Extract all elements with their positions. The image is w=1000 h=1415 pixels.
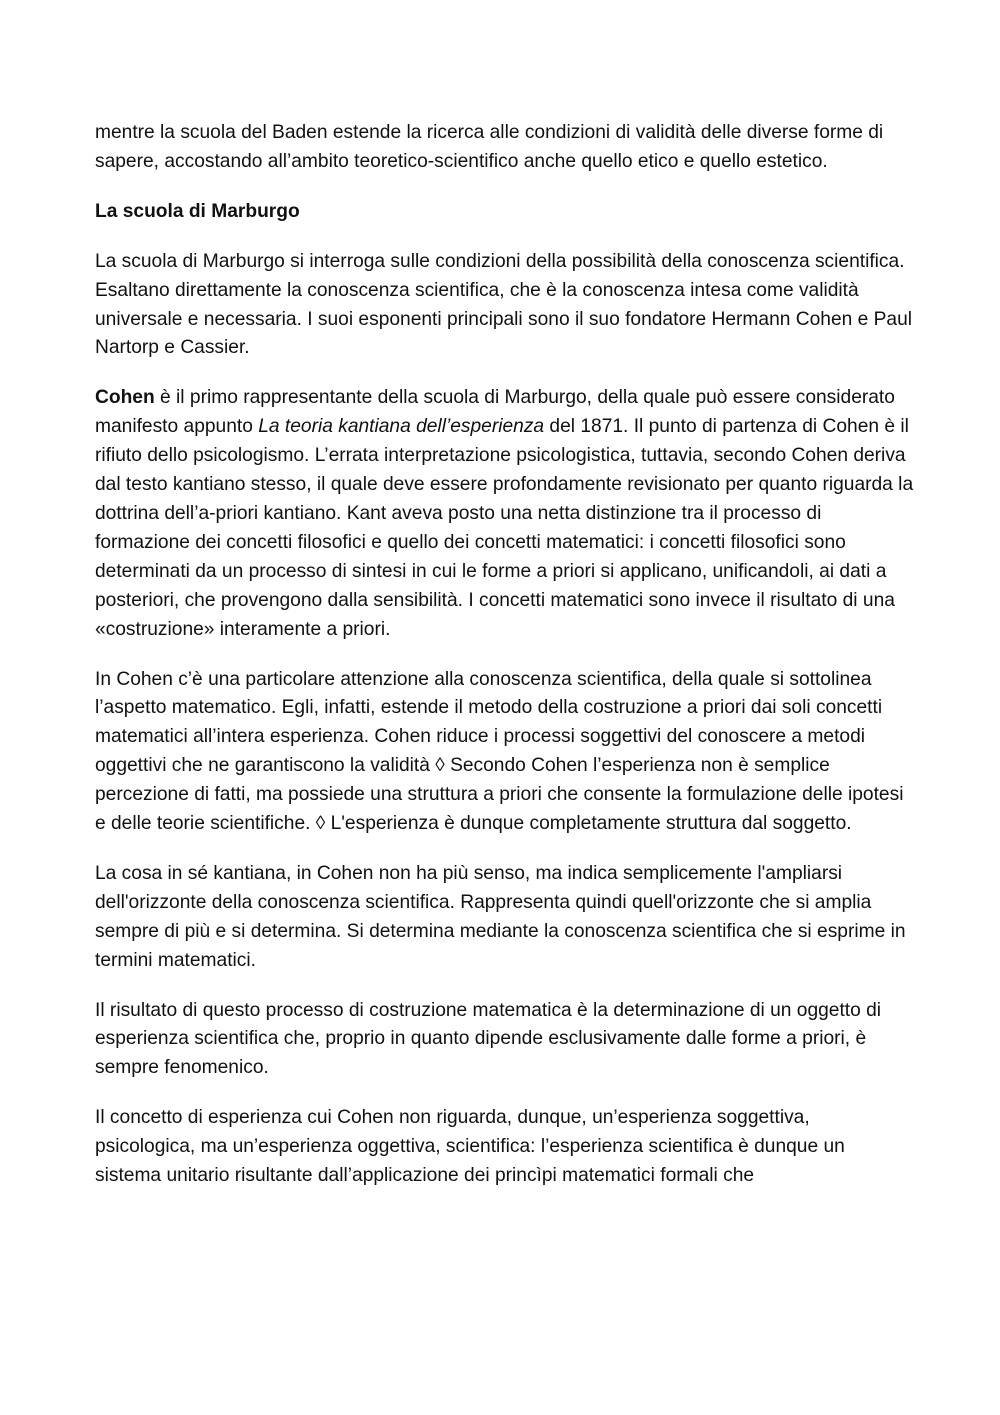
paragraph-marburgo-intro: La scuola di Marburgo si interroga sulle condizioni della possibilità della conoscenza scientifica. Esaltano direttamente la conoscenza scientifica, che è la conoscenza intesa come validità universale e necessaria. I suoi esponenti principali sono il suo fondatore Hermann Cohen e Paul Nartorp e Cassier. — [95, 250, 913, 359]
section-heading: La scuola di Marburgo — [95, 200, 300, 222]
paragraph-concetto-esperienza: Il concetto di esperienza cui Cohen non riguarda, dunque, un’esperienza soggettiva, psicologica, ma un’esperienza oggettiva, scientifica: l’esperienza scientifica è dunque un sistema unitario risultante dall’applicazione dei princìpi matematici formali che — [95, 1107, 845, 1187]
paragraph-cohen — [95, 384, 915, 644]
cohen-text-a: è il primo rappresentante della scuola di Marburgo, della quale può essere considerato manifesto appunto — [95, 387, 895, 438]
paragraph-risultato: Il risultato di questo processo di costruzione matematica è la determinazione di un oggetto di esperienza scientifica che, proprio in quanto dipende esclusivamente dalle forme a priori, è sempre fenomenico. — [95, 999, 882, 1079]
document-page — [95, 119, 915, 1212]
cohen-text-b: del 1871. Il punto di partenza di Cohen è il rifiuto dello psicologismo. L’errata interpretazione psicologistica, tuttavia, secondo Cohen deriva dal testo kantiano stesso, il quale deve essere profondamente revisionato per quanto riguarda la dottrina dell’a-priori kantiano. Kant aveva posto una netta distinzione tra il processo di formazione dei concetti filosofici e quello dei concetti matematici: i concetti filosofici sono determinati da un processo di sintesi in cui le forme a priori si applicano, unificandoli, ai dati a posteriori, che provengono dalla sensibilità. I concetti matematici sono invece il risultato di una «costruzione» interamente a priori. — [95, 416, 914, 640]
paragraph-cosa-in-se: La cosa in sé kantiana, in Cohen non ha più senso, ma indica semplicemente l'ampliarsi dell'orizzonte della conoscenza scientifica. Rappresenta quindi quell'orizzonte che si amplia sempre di più e si determina. Si determina mediante la conoscenza scientifica che si esprime in termini matematici. — [95, 862, 906, 971]
book-title: La teoria kantiana dell’esperienza — [258, 416, 545, 438]
cohen-bold-lead: Cohen — [95, 387, 155, 409]
paragraph-cohen-scientific: In Cohen c’è una particolare attenzione alla conoscenza scientifica, della quale si sottolinea l’aspetto matematico. Egli, infatti, estende il metodo della costruzione a priori dai soli concetti matematici all’intera esperienza. Cohen riduce i processi soggettivi del conoscere a metodi oggettivi che ne garantiscono la validità ◊ Secondo Cohen l’esperienza non è semplice percezione di fatti, ma possiede una struttura a priori che consente la formulazione delle ipotesi e delle teorie scientifiche. ◊ L'esperienza è dunque completamente struttura dal soggetto. — [95, 668, 904, 835]
paragraph-baden: mentre la scuola del Baden estende la ricerca alle condizioni di validità delle diverse forme di sapere, accostando all’ambito teoretico-scientifico anche quello etico e quello estetico. — [95, 122, 884, 172]
